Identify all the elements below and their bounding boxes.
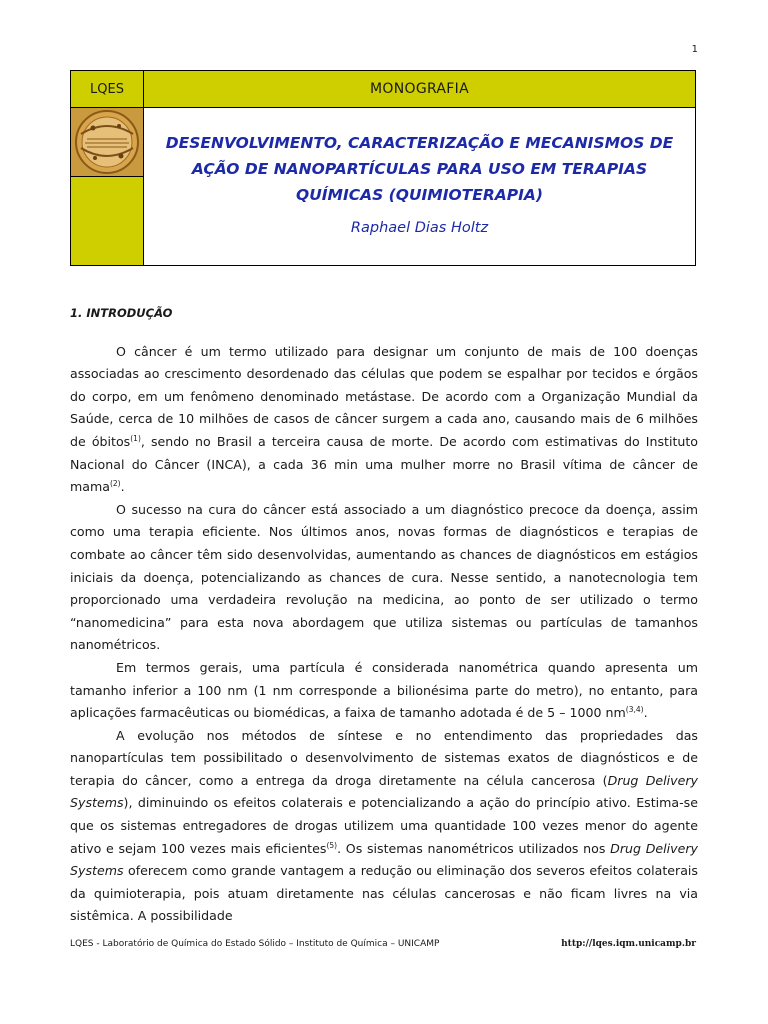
lqes-seal-logo [71,108,143,176]
footer-url[interactable]: http://lqes.iqm.unicamp.br [561,939,696,949]
main-content [70,302,698,928]
text-run: . [120,479,125,495]
citation-ref: (5) [326,840,338,850]
citation-ref: (3,4) [625,704,644,714]
text-run: Em termos gerais, uma partícula é considerada nanométrica quando apresenta um tamanho inferior a 100 nm (1 nm corresponde a bilionésima parte do metro), no entanto, para aplicações farmacêuticas ou biomédicas, a faixa de tamanho adotada é de 5 – 1000 nm [70,659,698,721]
paragraph [70,657,698,725]
text-run: , sendo no Brasil a terceira causa de morte. De acordo com estimativas do Instituto Nacional do Câncer (INCA), a cada 36 min uma mulher morre no Brasil vítima de câncer de mama [70,433,699,495]
text-run: . [643,705,648,721]
header-left-filler [71,177,143,265]
org-label: LQES [71,71,143,108]
text-run: A evolução nos métodos de síntese e no entendimento das propriedades das nanopartículas tem possibilitado o desenvolvimento de sistemas exatos de diagnósticos e de terapia do câncer, como a entrega da droga diretamente na célula cancerosa ( [70,727,698,788]
italic-term: Drug Delivery Systems [70,840,698,879]
citation-ref: (2) [109,478,121,488]
logo-cell [71,108,143,177]
header-right-column [144,71,695,265]
text-run: oferecem como grande vantagem a redução ou eliminação dos severos efeitos colaterais da quimioterapia, pois atuam diretamente nas células cancerosas e não ficam livres na via sistêmica. A possibilidade [70,863,698,924]
document-type: MONOGRAFIA [144,71,695,108]
author-name: Raphael Dias Holtz [350,220,489,236]
page-number: 1 [691,44,698,55]
text-run: O sucesso na cura do câncer está associado a um diagnóstico precoce da doença, assim como uma terapia eficiente. Nos últimos anos, novas formas de diagnósticos e terapias de combate ao câncer têm sido desenvolvidas, aumentando as chances de diagnósticos em estágios iniciais da doença, potencializando as chances de cura. Nesse sentido, a nanotecnologia tem proporcionado uma verdadeira revolução na medicina, ao ponto de ser utilizado o termo “nanomedicina” para esta nova abordagem que utiliza sistemas ou partículas de tamanhos nanométricos. [70,501,698,653]
title-line-3: QUÍMICAS (QUIMIOTERAPIA) [296,186,543,204]
paragraph [70,341,698,499]
section-heading: 1. INTRODUÇÃO [70,306,173,320]
citation-ref: (1) [130,433,141,443]
header-left-column [71,71,144,265]
italic-term: Drug Delivery Systems [70,772,698,811]
footer-lab-name: LQES - Laboratório de Química do Estado Sólido – Instituto de Química – UNICAMP [70,939,440,949]
text-run: ), diminuindo os efeitos colaterais e potencializando a ação do princípio ativo. Estima-se que os sistemas entregadores de drogas utilizem uma quantidade 100 vezes menor do agente ativo e sejam 100 vezes mais eficientes [70,795,698,856]
title-line-1: DESENVOLVIMENTO, CARACTERIZAÇÃO E MECANISMOS DE [165,134,674,152]
paragraph [70,725,698,928]
title-cell [144,108,695,265]
title-line-2: AÇÃO DE NANOPARTÍCULAS PARA USO EM TERAPIAS [191,160,648,178]
header-table [70,70,696,266]
text-run: O câncer é um termo utilizado para designar um conjunto de mais de 100 doenças associadas ao crescimento desordenado das células que podem se espalhar por tecidos e órgãos do corpo, em um fenômeno denominado metástase. De acordo com a Organização Mundial da Saúde, cerca de 10 milhões de casos de câncer surgem a cada ano, causando mais de 6 milhões de óbitos [70,343,698,449]
text-run: . Os sistemas nanométricos utilizados nos [337,840,611,856]
paragraph [70,499,698,657]
document-title [166,130,673,208]
